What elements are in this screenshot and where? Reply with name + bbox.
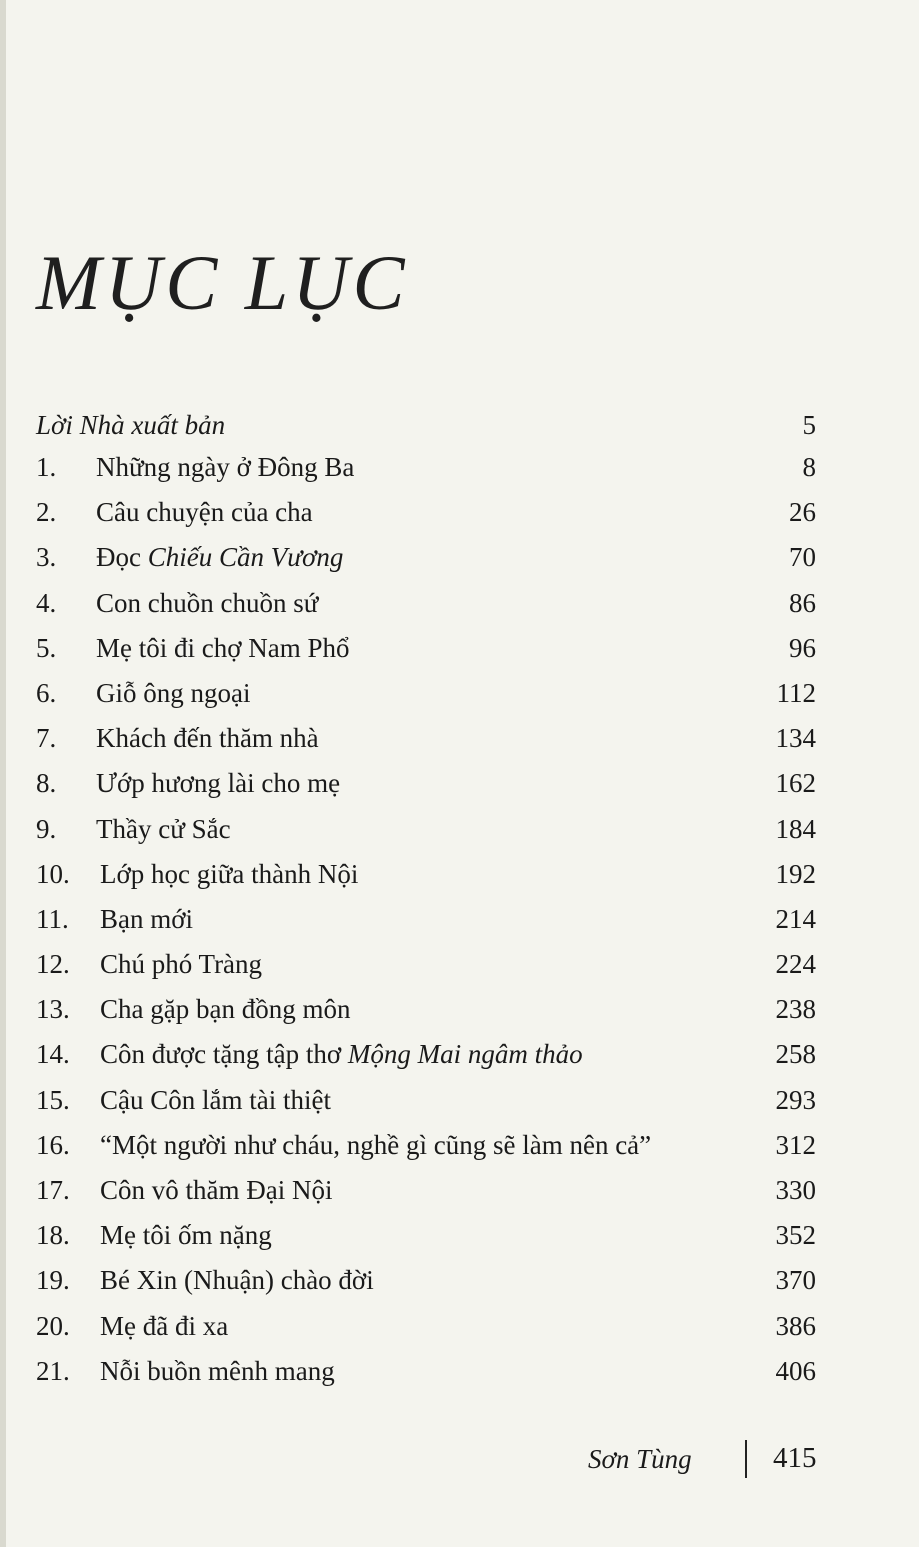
entry-title-italic: Chiếu Cần Vương <box>147 542 344 573</box>
entry-title: Câu chuyện của cha <box>96 497 313 528</box>
entry-page: 293 <box>775 1084 816 1115</box>
toc-entry <box>36 904 816 949</box>
entry-number: 21. <box>36 1355 70 1386</box>
entry-title: Mẹ tôi ốm nặng <box>100 1220 272 1251</box>
toc-entry <box>36 678 816 723</box>
entry-page: 86 <box>789 587 816 618</box>
entry-number: 11. <box>36 903 69 934</box>
toc-entry <box>36 723 816 768</box>
page-title: MỤC LỤC <box>36 239 409 326</box>
toc-entry <box>36 1311 816 1356</box>
entry-number: 5. <box>36 632 57 663</box>
entry-title: Mẹ tôi đi chợ Nam Phổ <box>96 632 350 663</box>
entry-title <box>96 542 343 573</box>
entry-number: 12. <box>36 949 70 980</box>
entry-page: 238 <box>775 994 816 1025</box>
entry-number: 9. <box>36 813 57 844</box>
entry-page: 70 <box>789 542 816 573</box>
entry-page: 312 <box>775 1129 816 1160</box>
entry-page: 224 <box>775 949 816 980</box>
entry-title: Mẹ đã đi xa <box>100 1310 229 1341</box>
entry-number: 4. <box>36 587 57 618</box>
toc-entry <box>36 542 816 587</box>
toc-entry <box>36 1265 816 1310</box>
toc-entry <box>36 1220 816 1265</box>
entry-title: Giỗ ông ngoại <box>96 677 251 708</box>
footer-page-number: 415 <box>773 1442 817 1474</box>
toc-entry <box>36 1039 816 1084</box>
entry-number: 14. <box>36 1039 70 1070</box>
entry-title: Ướp hương lài cho mẹ <box>96 768 341 799</box>
table-of-contents <box>36 452 816 1401</box>
entry-title <box>100 1039 583 1070</box>
page-footer <box>0 1440 919 1490</box>
entry-title: Chú phó Tràng <box>100 949 263 980</box>
entry-number: 6. <box>36 677 57 708</box>
entry-title: Bé Xin (Nhuận) chào đời <box>100 1265 374 1296</box>
entry-page: 352 <box>775 1220 816 1251</box>
entry-number: 10. <box>36 858 70 889</box>
entry-page: 162 <box>775 768 816 799</box>
entry-title: Cậu Côn lắm tài thiệt <box>100 1084 331 1115</box>
toc-entry <box>36 859 816 904</box>
entry-title-prefix: Côn được tặng tập thơ <box>100 1039 348 1070</box>
entry-number: 17. <box>36 1175 70 1205</box>
toc-entry <box>36 768 816 813</box>
entry-page: 112 <box>776 677 816 708</box>
entry-page: 134 <box>775 723 816 754</box>
entry-number: 18. <box>36 1220 70 1251</box>
entry-title: “Một người như cháu, nghề gì cũng sẽ làm nên cả” <box>100 1129 652 1160</box>
footer-divider <box>745 1440 747 1478</box>
entry-title: Thầy cử Sắc <box>96 813 231 844</box>
entry-title: Cha gặp bạn đồng môn <box>100 994 351 1025</box>
entry-title-prefix: Đọc <box>96 542 148 573</box>
preface-page: 5 <box>802 410 816 440</box>
toc-entry <box>36 814 816 859</box>
entry-title: Nỗi buồn mênh mang <box>100 1355 335 1386</box>
entry-number: 3. <box>36 542 57 573</box>
entry-number: 1. <box>36 452 57 482</box>
entry-page: 184 <box>775 813 816 844</box>
toc-entry <box>36 949 816 994</box>
entry-page: 258 <box>775 1039 816 1070</box>
entry-page: 406 <box>775 1355 816 1386</box>
entry-title: Côn vô thăm Đại Nội <box>100 1175 333 1205</box>
entry-page: 192 <box>775 858 816 889</box>
entry-page: 330 <box>775 1175 816 1205</box>
footer-author: Sơn Tùng <box>588 1444 692 1474</box>
entry-number: 7. <box>36 723 57 754</box>
toc-entry <box>36 1175 816 1220</box>
entry-page: 214 <box>775 903 816 934</box>
entry-title: Con chuồn chuồn sứ <box>96 587 319 618</box>
entry-title: Những ngày ở Đông Ba <box>96 452 355 482</box>
entry-number: 16. <box>36 1129 70 1160</box>
toc-entry <box>36 452 816 497</box>
toc-entry <box>36 588 816 633</box>
entry-number: 19. <box>36 1265 70 1296</box>
toc-entry <box>36 1085 816 1130</box>
entry-number: 8. <box>36 768 57 799</box>
toc-entry <box>36 1356 816 1401</box>
page-edge <box>0 0 6 1547</box>
preface-label: Lời Nhà xuất bản <box>36 410 226 440</box>
toc-preface <box>36 410 816 450</box>
toc-entry <box>36 994 816 1039</box>
entry-title: Khách đến thăm nhà <box>96 723 319 754</box>
entry-title: Lớp học giữa thành Nội <box>100 858 359 889</box>
entry-number: 13. <box>36 994 70 1025</box>
entry-title-italic: Mộng Mai ngâm thảo <box>347 1039 583 1070</box>
entry-page: 96 <box>789 632 816 663</box>
entry-number: 2. <box>36 497 57 528</box>
toc-entry <box>36 497 816 542</box>
toc-entry <box>36 633 816 678</box>
entry-number: 15. <box>36 1084 70 1115</box>
entry-page: 386 <box>775 1310 816 1341</box>
entry-page: 26 <box>789 497 816 528</box>
entry-number: 20. <box>36 1310 70 1341</box>
entry-page: 370 <box>775 1265 816 1296</box>
toc-entry <box>36 1130 816 1175</box>
entry-page: 8 <box>802 452 816 482</box>
entry-title: Bạn mới <box>100 903 194 934</box>
